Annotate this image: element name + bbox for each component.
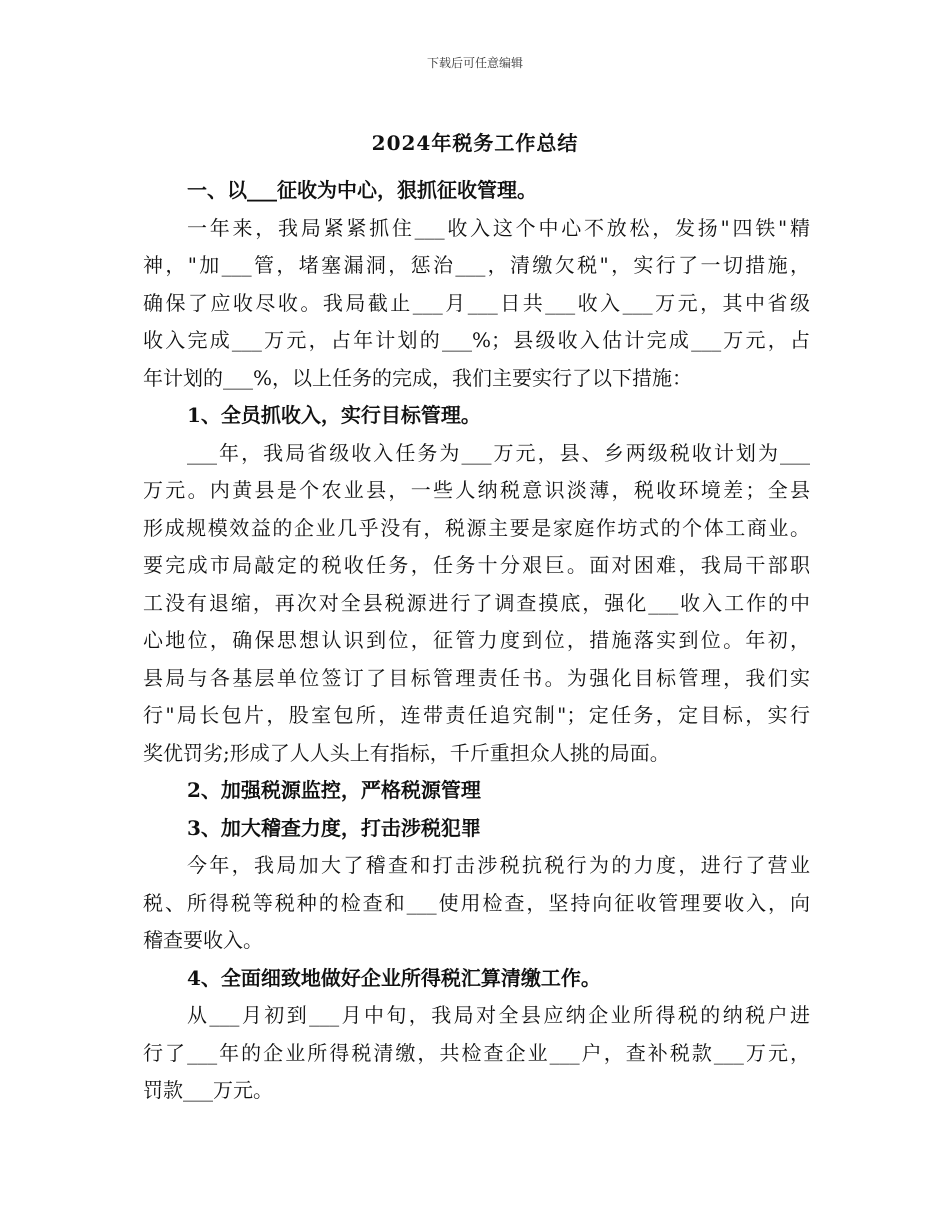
paragraph-line: 县局与各基层单位签订了目标管理责任书。为强化目标管理，我们实 — [143, 665, 810, 690]
paragraph-line: 收入完成___万元，占年计划的___%；县级收入估计完成___万元，占 — [143, 328, 810, 352]
subsection-heading: 1、全员抓收入，实行目标管理。 — [187, 403, 481, 427]
header-note: 下载后可任意编辑 — [426, 56, 523, 70]
paragraph-line: 形成规模效益的企业几乎没有，税源主要是家庭作坊式的个体工商业。 — [143, 515, 810, 540]
paragraph-line: 万元。内黄县是个农业县，一些人纳税意识淡薄，税收环境差；全县 — [143, 478, 810, 502]
subsection-heading: 2、加强税源监控，严格税源管理 — [187, 778, 481, 802]
paragraph-line: 一年来，我局紧紧抓住___收入这个中心不放松，发扬"四铁"精 — [187, 215, 810, 240]
subsection-heading: 3、加大稽查力度，打击涉税犯罪 — [187, 815, 481, 840]
paragraph-line: 要完成市局敲定的税收任务，任务十分艰巨。面对困难，我局干部职 — [143, 553, 810, 577]
subsection-heading: 4、全面细致地做好企业所得税汇算清缴工作。 — [187, 965, 601, 990]
paragraph-line: 神，"加___管，堵塞漏洞，惩治___，清缴欠税"，实行了一切措施， — [143, 253, 810, 277]
paragraph-line: 稽查要收入。 — [143, 928, 263, 952]
paragraph-line: 行了___年的企业所得税清缴，共检查企业___户，查补税款___万元， — [143, 1040, 810, 1065]
paragraph-line: 从___月初到___月中旬，我局对全县应纳企业所得税的纳税户进 — [187, 1003, 810, 1027]
document-body — [143, 172, 810, 1110]
paragraph-line: 工没有退缩，再次对全县税源进行了调查摸底，强化___收入工作的中 — [143, 590, 810, 615]
document-title: 2024年税务工作总结 — [371, 131, 579, 155]
paragraph-line: 罚款___万元。 — [143, 1078, 273, 1102]
paragraph-line: 今年，我局加大了稽查和打击涉税抗税行为的力度，进行了营业 — [187, 853, 810, 877]
paragraph-line: 年计划的___%，以上任务的完成，我们主要实行了以下措施： — [143, 365, 693, 390]
paragraph-line: 行"局长包片，股室包所，连带责任追究制"；定任务，定目标，实行 — [143, 703, 810, 727]
paragraph-line: 税、所得税等税种的检查和___使用检查，坚持向征收管理要收入，向 — [143, 890, 810, 915]
paragraph-line: 心地位，确保思想认识到位，征管力度到位，措施落实到位。年初， — [143, 628, 810, 652]
paragraph-line: ___年，我局省级收入任务为___万元，县、乡两级税收计划为___ — [187, 440, 810, 465]
paragraph-line: 确保了应收尽收。我局截止___月___日共___收入___万元，其中省级 — [143, 290, 810, 315]
paragraph-line: 奖优罚劣;形成了人人头上有指标，千斤重担众人挑的局面。 — [143, 740, 670, 765]
section-heading: 一、以___征收为中心，狠抓征收管理。 — [187, 178, 537, 202]
